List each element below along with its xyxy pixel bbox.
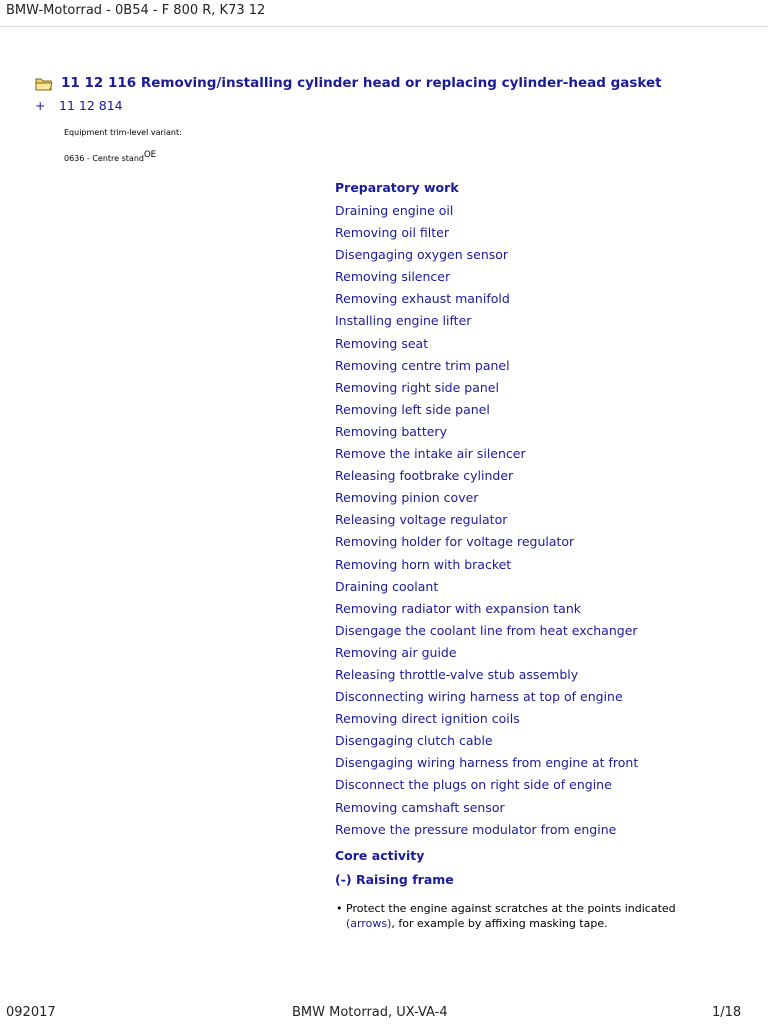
- prep-link-item[interactable]: Removing battery: [335, 423, 447, 439]
- step-text-line2: [336, 916, 716, 931]
- prep-link-item[interactable]: Removing oil filter: [335, 225, 449, 241]
- prep-link-item[interactable]: Releasing footbrake cylinder: [335, 468, 514, 484]
- prep-link-item[interactable]: Removing radiator with expansion tank: [335, 600, 581, 616]
- step-text-rest: , for example by affixing masking tape.: [391, 917, 608, 930]
- prep-link-item[interactable]: Removing holder for voltage regulator: [335, 534, 575, 550]
- sub-item-code[interactable]: 11 12 814: [59, 98, 123, 113]
- preparatory-work-heading: Preparatory work: [335, 180, 459, 195]
- trim-value-text: 0636 - Centre stand: [64, 154, 144, 163]
- prep-link-item[interactable]: Removing left side panel: [335, 401, 490, 417]
- prep-link-item[interactable]: Remove the pressure modulator from engine: [335, 821, 617, 837]
- prep-link-item[interactable]: Disconnecting wiring harness at top of engine: [335, 689, 623, 705]
- expand-plus-icon[interactable]: +: [35, 98, 46, 113]
- core-activity-heading: Core activity: [335, 848, 425, 863]
- folder-icon: [35, 76, 53, 90]
- trim-level-label: Equipment trim-level variant:: [64, 128, 182, 137]
- section-title[interactable]: 11 12 116 Removing/installing cylinder head or replacing cylinder-head gasket: [61, 75, 662, 91]
- prep-link-item[interactable]: Installing engine lifter: [335, 313, 472, 329]
- trim-value-superscript: OE: [143, 150, 157, 160]
- instruction-step: [336, 901, 716, 931]
- prep-link-item[interactable]: Disengaging clutch cable: [335, 733, 493, 749]
- prep-link-item[interactable]: Removing exhaust manifold: [335, 291, 510, 307]
- step-text-line1: Protect the engine against scratches at the points indicated: [346, 902, 676, 915]
- prep-link-item[interactable]: Removing centre trim panel: [335, 357, 510, 373]
- prep-link-item[interactable]: Removing direct ignition coils: [335, 711, 520, 727]
- prep-link-item[interactable]: Draining engine oil: [335, 203, 454, 218]
- section-heading[interactable]: [35, 73, 662, 93]
- raising-frame-heading: (-) Raising frame: [335, 872, 454, 887]
- footer-date-code: 092017: [6, 1005, 56, 1020]
- sub-item-row[interactable]: [35, 98, 123, 113]
- preparatory-work-list: [335, 201, 638, 842]
- prep-link-item[interactable]: Removing horn with bracket: [335, 556, 512, 572]
- prep-link-item[interactable]: Removing camshaft sensor: [335, 799, 505, 815]
- prep-link-item[interactable]: Removing pinion cover: [335, 490, 479, 506]
- bullet-icon: •: [336, 902, 343, 915]
- trim-level-value: [64, 150, 156, 163]
- prep-link-item[interactable]: Removing seat: [335, 335, 429, 351]
- prep-link-item[interactable]: Disconnect the plugs on right side of engine: [335, 777, 612, 793]
- prep-link-item[interactable]: Releasing throttle-valve stub assembly: [335, 666, 579, 682]
- footer-source: BMW Motorrad, UX-VA-4: [292, 1005, 448, 1020]
- prep-link-item[interactable]: Disengage the coolant line from heat exchanger: [335, 622, 638, 638]
- prep-link-item[interactable]: Releasing voltage regulator: [335, 512, 508, 528]
- prep-link-item[interactable]: Removing air guide: [335, 644, 457, 660]
- header-title: BMW-Motorrad - 0B54 - F 800 R, K73 12: [6, 3, 266, 18]
- prep-link-item[interactable]: Disengaging wiring harness from engine at front: [335, 755, 639, 771]
- prep-link-item[interactable]: Disengaging oxygen sensor: [335, 247, 509, 263]
- prep-link-item[interactable]: Remove the intake air silencer: [335, 446, 526, 462]
- page-header: [0, 0, 768, 27]
- footer-page-number: 1/18: [712, 1005, 742, 1020]
- prep-link-item[interactable]: Removing right side panel: [335, 379, 499, 395]
- prep-link-item[interactable]: Removing silencer: [335, 269, 451, 285]
- prep-link-item[interactable]: Draining coolant: [335, 578, 439, 594]
- arrows-link[interactable]: (arrows): [346, 917, 392, 930]
